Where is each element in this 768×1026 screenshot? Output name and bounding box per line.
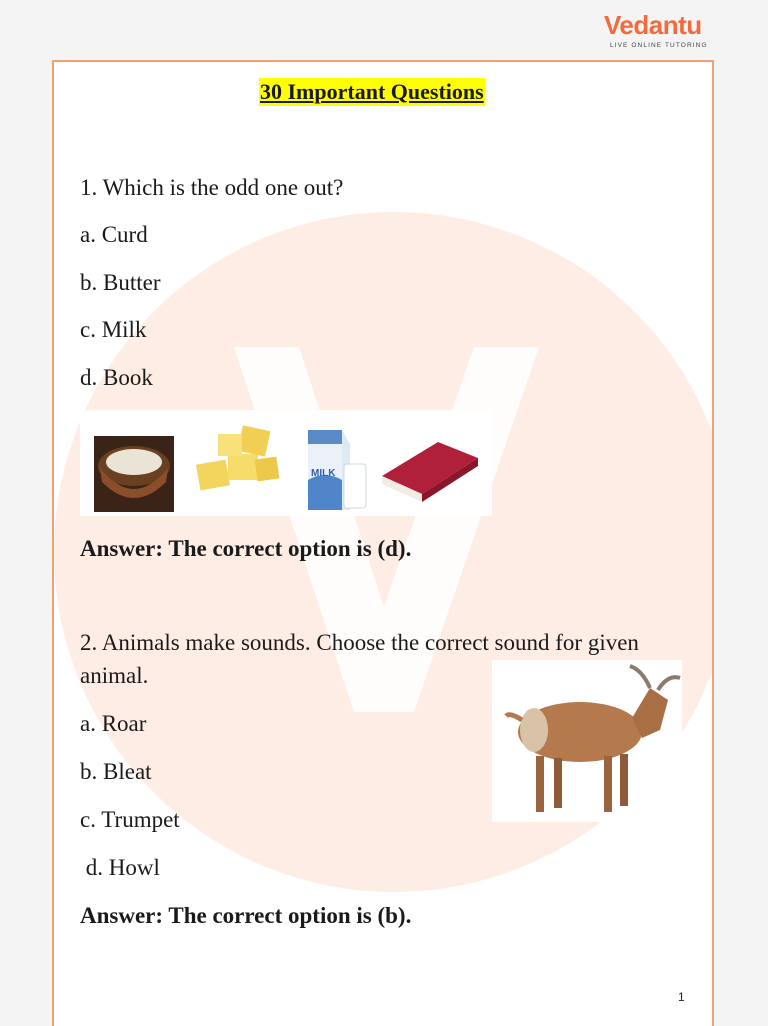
book-image: [382, 442, 478, 502]
question-1-text: 1. Which is the odd one out?: [80, 175, 344, 200]
q2-option-d: d. Howl: [80, 855, 160, 880]
q2-answer: Answer: The correct option is (b).: [80, 903, 412, 928]
vedantu-logo: [604, 10, 714, 54]
q2-option-b: b. Bleat: [80, 759, 152, 784]
q1-option-d: d. Book: [80, 365, 153, 390]
question-2-text-cont: animal.: [80, 663, 149, 688]
goat-image: [492, 660, 682, 822]
q1-option-b: b. Butter: [80, 270, 161, 295]
q1-option-c: c. Milk: [80, 317, 147, 342]
logo-wordmark: Vedantu: [604, 10, 702, 40]
page-frame: [52, 60, 714, 1026]
page-number: 1: [678, 990, 685, 1004]
page-title: 30 Important Questions: [260, 79, 484, 104]
q2-option-c: c. Trumpet: [80, 807, 180, 832]
milk-carton-image: [308, 430, 366, 510]
question-2-text: 2. Animals make sounds. Choose the correct sound for given: [80, 630, 639, 655]
q1-option-a: a. Curd: [80, 222, 148, 247]
q1-image-strip: [80, 410, 492, 516]
q1-answer: Answer: The correct option is (d).: [80, 536, 412, 561]
curd-bowl-image: [94, 436, 174, 512]
butter-cubes-image: [196, 425, 279, 490]
q2-option-a: a. Roar: [80, 711, 147, 736]
logo-tagline: LIVE ONLINE TUTORING: [610, 42, 708, 49]
milk-label: MILK: [311, 468, 336, 479]
